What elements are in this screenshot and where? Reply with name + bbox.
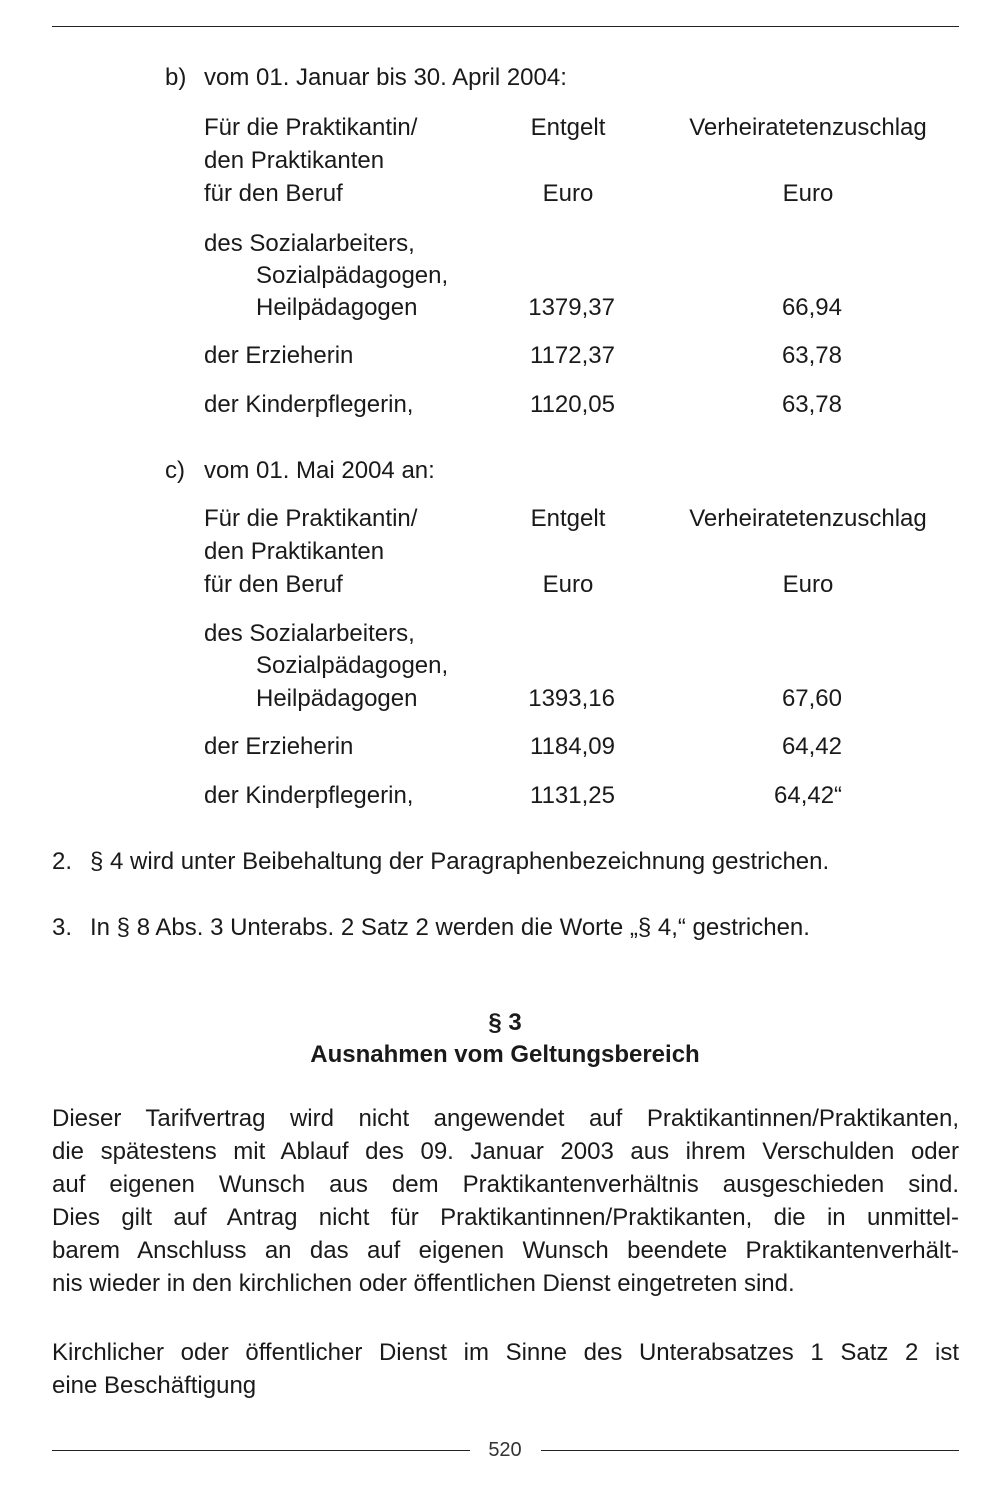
paragraph-line: barem Anschluss an das auf eigenen Wunsch beendete Praktikantenverhält- <box>52 1237 959 1264</box>
row-label: der Erzieherin <box>204 342 354 369</box>
section-c-heading: vom 01. Mai 2004 an: <box>204 457 435 484</box>
unit-zuschlag: Euro <box>782 571 834 598</box>
row-label: des Sozialarbeiters, <box>204 230 415 257</box>
header-col1-line2: den Praktikanten <box>204 147 385 174</box>
header-entgelt: Entgelt <box>530 114 606 141</box>
row-label: der Kinderpflegerin, <box>204 782 414 809</box>
header-col1-line2: den Praktikanten <box>204 538 385 565</box>
item-number: 2. <box>52 848 73 875</box>
unit-zuschlag: Euro <box>782 180 834 207</box>
section-b-heading: vom 01. Januar bis 30. April 2004: <box>204 64 567 91</box>
zuschlag-value: 67,60 <box>781 685 842 712</box>
item-number: 3. <box>52 914 73 941</box>
section-b-marker: b) <box>165 64 187 91</box>
entgelt-value: 1120,05 <box>530 391 615 418</box>
unit-entgelt: Euro <box>542 571 594 598</box>
row-label: Heilpädagogen <box>256 294 418 321</box>
section-title: Ausnahmen vom Geltungsbereich <box>310 1041 700 1068</box>
row-label: Heilpädagogen <box>256 685 418 712</box>
footer-rule-left <box>52 1450 470 1451</box>
zuschlag-value: 66,94 <box>781 294 842 321</box>
page-number: 520 <box>488 1439 522 1461</box>
top-rule <box>52 26 959 27</box>
row-label: Sozialpädagogen, <box>256 262 449 289</box>
paragraph-line: auf eigenen Wunsch aus dem Praktikantenverhältnis ausgeschieden sind. <box>52 1171 959 1198</box>
header-entgelt: Entgelt <box>530 505 606 532</box>
paragraph-line: die spätestens mit Ablauf des 09. Januar 2003 aus ihrem Verschulden oder <box>52 1138 959 1165</box>
paragraph-line: eine Beschäftigung <box>52 1372 257 1399</box>
footer-rule-right <box>541 1450 959 1451</box>
section-symbol: § 3 <box>488 1009 522 1036</box>
row-label: der Erzieherin <box>204 733 354 760</box>
item-text: § 4 wird unter Beibehaltung der Paragraphenbezeichnung gestrichen. <box>90 848 830 875</box>
header-col1-line3: für den Beruf <box>204 180 343 207</box>
zuschlag-value: 63,78 <box>781 342 842 369</box>
entgelt-value: 1131,25 <box>530 782 615 809</box>
header-col1-line1: Für die Praktikantin/ <box>204 505 418 532</box>
header-col1-line1: Für die Praktikantin/ <box>204 114 418 141</box>
entgelt-value: 1379,37 <box>528 294 615 321</box>
row-label: Sozialpädagogen, <box>256 652 449 679</box>
zuschlag-value: 64,42“ <box>774 782 843 809</box>
body-paragraph-2 <box>52 1337 959 1403</box>
header-zuschlag: Verheiratetenzuschlag <box>689 505 927 532</box>
row-label: der Kinderpflegerin, <box>204 391 414 418</box>
unit-entgelt: Euro <box>542 180 594 207</box>
zuschlag-value: 64,42 <box>781 733 842 760</box>
header-col1-line3: für den Beruf <box>204 571 343 598</box>
entgelt-value: 1393,16 <box>528 685 615 712</box>
paragraph-line: Dies gilt auf Antrag nicht für Praktikantinnen/Praktikanten, die in unmittel- <box>52 1204 959 1231</box>
zuschlag-value: 63,78 <box>781 391 842 418</box>
header-zuschlag: Verheiratetenzuschlag <box>689 114 927 141</box>
paragraph-line: nis wieder in den kirchlichen oder öffentlichen Dienst eingetreten sind. <box>52 1270 795 1297</box>
row-label: des Sozialarbeiters, <box>204 620 415 647</box>
body-paragraph-1 <box>52 1103 959 1301</box>
entgelt-value: 1172,37 <box>530 342 615 369</box>
section-c-marker: c) <box>165 457 185 484</box>
paragraph-line: Kirchlicher oder öffentlicher Dienst im Sinne des Unterabsatzes 1 Satz 2 ist <box>52 1339 959 1366</box>
item-text: In § 8 Abs. 3 Unterabs. 2 Satz 2 werden die Worte „§ 4,“ gestrichen. <box>90 914 810 941</box>
paragraph-line: Dieser Tarifvertrag wird nicht angewendet auf Praktikantinnen/Praktikanten, <box>52 1105 959 1132</box>
entgelt-value: 1184,09 <box>530 733 615 760</box>
